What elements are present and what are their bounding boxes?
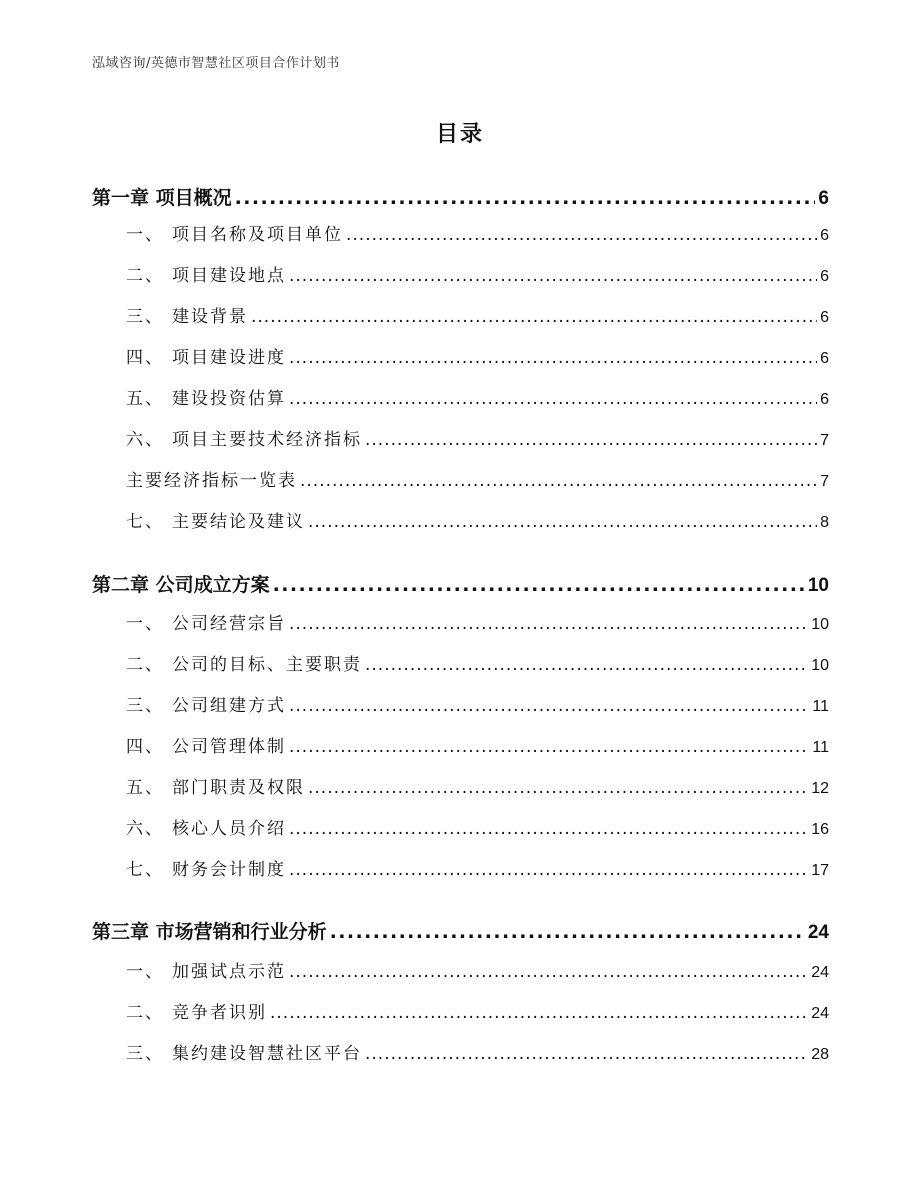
toc-entry-number: 二、: [126, 655, 164, 675]
toc-section-entry[interactable]: [92, 507, 829, 532]
dot-leader: [308, 512, 817, 532]
toc-entry-label: [92, 998, 267, 1023]
toc-section-entry[interactable]: [92, 1039, 829, 1064]
running-header: 泓域咨询/英德市智慧社区项目合作计划书: [92, 56, 340, 71]
toc-chapter-entry[interactable]: [92, 183, 829, 210]
toc-page-number: 24: [811, 964, 829, 981]
toc-entry-text: 公司组建方式: [172, 696, 286, 716]
toc-entry-text: 竞争者识别: [172, 1003, 267, 1023]
toc-entry-label: [92, 425, 362, 450]
toc-section-entry[interactable]: [92, 957, 829, 982]
toc-entry-text: 集约建设智慧社区平台: [172, 1044, 362, 1064]
dot-leader: [300, 471, 817, 491]
dot-leader: [235, 187, 816, 209]
toc-entry-label: [92, 261, 286, 286]
toc-page-number: 7: [820, 432, 829, 449]
toc-entry-label: [92, 957, 286, 982]
toc-entry-text: 加强试点示范: [172, 962, 286, 982]
dot-leader: [289, 819, 808, 839]
toc-entry-text: 公司的目标、主要职责: [172, 655, 362, 675]
dot-leader: [251, 307, 817, 327]
toc-entry-label: [92, 183, 232, 210]
dot-leader: [289, 389, 817, 409]
toc-entry-text: 项目主要技术经济指标: [172, 430, 362, 450]
toc-entry-number: 六、: [126, 430, 164, 450]
toc-page-number: 6: [820, 391, 829, 408]
toc-page-number: 24: [807, 922, 829, 943]
toc-entry-number: 三、: [126, 1044, 164, 1064]
toc-entry-text: 建设背景: [172, 307, 248, 327]
dot-leader: [289, 696, 809, 716]
toc-entry-number: 三、: [126, 696, 164, 716]
toc-entry-number: 三、: [126, 307, 164, 327]
dot-leader: [346, 225, 817, 245]
dot-leader: [330, 921, 805, 943]
toc-page-number: 28: [811, 1046, 829, 1063]
toc-page-number: 6: [820, 268, 829, 285]
toc-entry-label: [92, 917, 327, 944]
toc-entry-text: 公司经营宗旨: [172, 614, 286, 634]
toc-entry-label: [92, 1039, 362, 1064]
toc-section-entry[interactable]: [92, 855, 829, 880]
toc-entry-text: 建设投资估算: [172, 389, 286, 409]
toc-entry-label: [92, 507, 305, 532]
toc-entry-label: [92, 384, 286, 409]
toc-entry-number: 六、: [126, 819, 164, 839]
toc-entry-number: 二、: [126, 1003, 164, 1023]
toc-page-number: 10: [811, 616, 829, 633]
toc-entry-label: [92, 814, 286, 839]
toc-entry-number: 一、: [126, 962, 164, 982]
dot-leader: [365, 430, 817, 450]
toc-section-entry[interactable]: [92, 261, 829, 286]
toc-section-entry[interactable]: [92, 691, 829, 716]
toc-page-number: 8: [820, 514, 829, 531]
toc-page-number: 11: [812, 739, 829, 756]
dot-leader: [289, 860, 808, 880]
toc-entry-number: 一、: [126, 614, 164, 634]
toc-entry-label: [92, 343, 286, 368]
toc-section-entry[interactable]: [92, 302, 829, 327]
toc-entry-label: [92, 220, 343, 245]
dot-leader: [289, 266, 817, 286]
toc-entry-text: 主要结论及建议: [172, 512, 305, 532]
toc-page-number: 6: [820, 309, 829, 326]
toc-page-number: 6: [820, 227, 829, 244]
toc-section-entry[interactable]: [92, 732, 829, 757]
toc-page-number: 16: [811, 821, 829, 838]
dot-leader: [308, 778, 808, 798]
toc-entry-text: 财务会计制度: [172, 860, 286, 880]
toc-entry-number: 七、: [126, 512, 164, 532]
toc-entry-text: 项目建设地点: [172, 266, 286, 286]
dot-leader: [289, 348, 817, 368]
toc-entry-number: 一、: [126, 225, 164, 245]
dot-leader: [270, 1003, 808, 1023]
toc-entry-text: 公司管理体制: [172, 737, 286, 757]
toc-page-number: 12: [811, 780, 829, 797]
toc-page-number: 10: [807, 575, 829, 596]
toc-entry-label: [92, 732, 286, 757]
toc-entry-text: 项目建设进度: [172, 348, 286, 368]
dot-leader: [273, 574, 805, 596]
dot-leader: [289, 614, 808, 634]
dot-leader: [365, 655, 808, 675]
toc-section-entry[interactable]: [92, 425, 829, 450]
toc-entry-text: 第一章 项目概况: [92, 187, 232, 209]
toc-page-number: 7: [820, 473, 829, 490]
toc-page-number: 10: [811, 657, 829, 674]
toc-entry-label: [92, 773, 305, 798]
dot-leader: [289, 962, 808, 982]
toc-section-entry[interactable]: [92, 609, 829, 634]
toc-entry-label: [92, 609, 286, 634]
toc-entry-label: [92, 302, 248, 327]
toc-section-entry[interactable]: [92, 466, 829, 491]
toc-entry-number: 二、: [126, 266, 164, 286]
toc-entry-number: 五、: [126, 778, 164, 798]
toc-page-number: 17: [811, 862, 829, 879]
toc-page-number: 6: [820, 350, 829, 367]
toc-page-number: 11: [812, 698, 829, 715]
toc-entry-text: 第二章 公司成立方案: [92, 574, 270, 596]
toc-entry-text: 项目名称及项目单位: [172, 225, 343, 245]
toc-entry-text: 第三章 市场营销和行业分析: [92, 921, 327, 943]
toc-entry-number: 五、: [126, 389, 164, 409]
toc-entry-text: 核心人员介绍: [172, 819, 286, 839]
toc-section-entry[interactable]: [92, 650, 829, 675]
toc-section-entry[interactable]: [92, 384, 829, 409]
dot-leader: [365, 1044, 808, 1064]
toc-entry-number: 七、: [126, 860, 164, 880]
toc-entry-label: [92, 570, 270, 597]
toc-entry-text: 部门职责及权限: [172, 778, 305, 798]
toc-section-entry[interactable]: [92, 220, 829, 245]
toc-section-entry[interactable]: [92, 773, 829, 798]
toc-entry-number: 四、: [126, 348, 164, 368]
toc-entry-number: 四、: [126, 737, 164, 757]
toc-entry-label: [92, 466, 297, 491]
toc-section-entry[interactable]: [92, 814, 829, 839]
toc-title: 目录: [435, 122, 484, 147]
toc-chapter-entry[interactable]: [92, 570, 829, 597]
toc-section-entry[interactable]: [92, 998, 829, 1023]
toc-page-number: 6: [818, 188, 829, 209]
toc-entry-label: [92, 650, 362, 675]
toc-page-number: 24: [811, 1005, 829, 1022]
toc-entry-label: [92, 855, 286, 880]
toc-entry-text: 主要经济指标一览表: [126, 471, 297, 491]
toc-entry-label: [92, 691, 286, 716]
toc-chapter-entry[interactable]: [92, 917, 829, 944]
dot-leader: [289, 737, 809, 757]
toc-section-entry[interactable]: [92, 343, 829, 368]
